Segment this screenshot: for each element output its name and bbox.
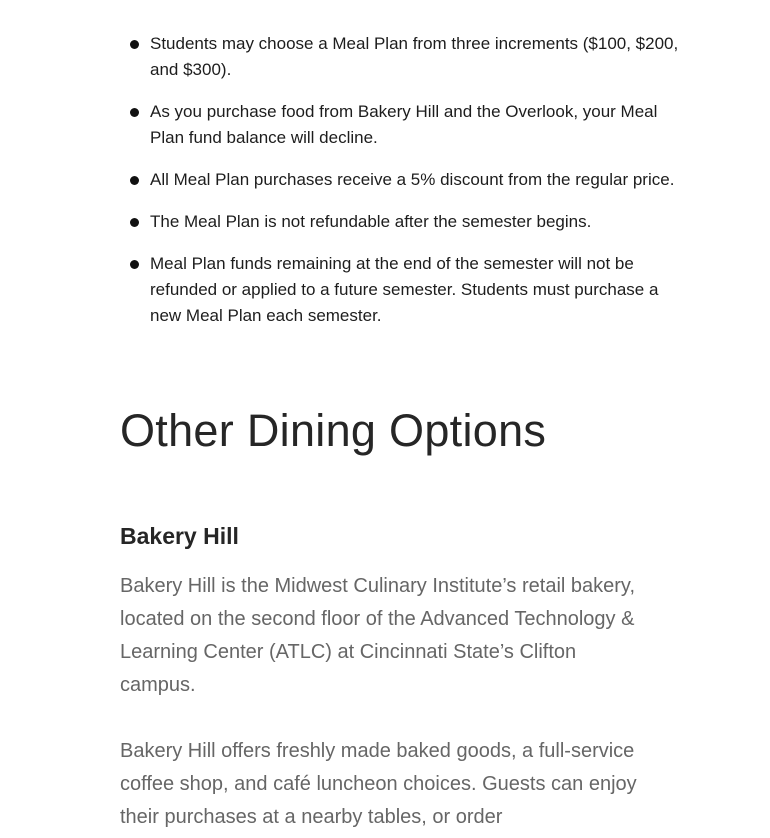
list-item	[120, 167, 680, 193]
bullet-icon	[130, 260, 139, 269]
list-item	[120, 209, 680, 235]
bullet-text: As you purchase food from Bakery Hill and the Overlook, your Meal Plan fund balance will decline.	[150, 102, 658, 147]
paragraph: Bakery Hill is the Midwest Culinary Institute’s retail bakery, located on the second floor of the Advanced Technology & Learning Center (ATLC) at Cincinnati State’s Clifton campus.	[120, 575, 635, 696]
paragraph: Bakery Hill offers freshly made baked goods, a full-service coffee shop, and café luncheon choices. Guests can enjoy their purchases at a nearby tables, or order	[120, 740, 637, 828]
list-item	[120, 99, 680, 151]
bullet-icon	[130, 176, 139, 185]
list-item	[120, 31, 680, 83]
bullet-text: All Meal Plan purchases receive a 5% discount from the regular price.	[150, 170, 675, 189]
section-heading: Other Dining Options	[120, 405, 547, 456]
list-item	[120, 251, 680, 329]
bullet-icon	[130, 108, 139, 117]
bullet-text: The Meal Plan is not refundable after the semester begins.	[150, 212, 592, 231]
bullet-icon	[130, 40, 139, 49]
bullet-text: Students may choose a Meal Plan from three increments ($100, $200, and $300).	[150, 34, 679, 79]
bullet-icon	[130, 218, 139, 227]
bullet-text: Meal Plan funds remaining at the end of the semester will not be refunded or applied to a future semester. Students must purchase a new Meal Plan each semester.	[150, 254, 659, 325]
meal-plan-bullet-list	[120, 31, 680, 345]
subsection-heading: Bakery Hill	[120, 523, 239, 549]
